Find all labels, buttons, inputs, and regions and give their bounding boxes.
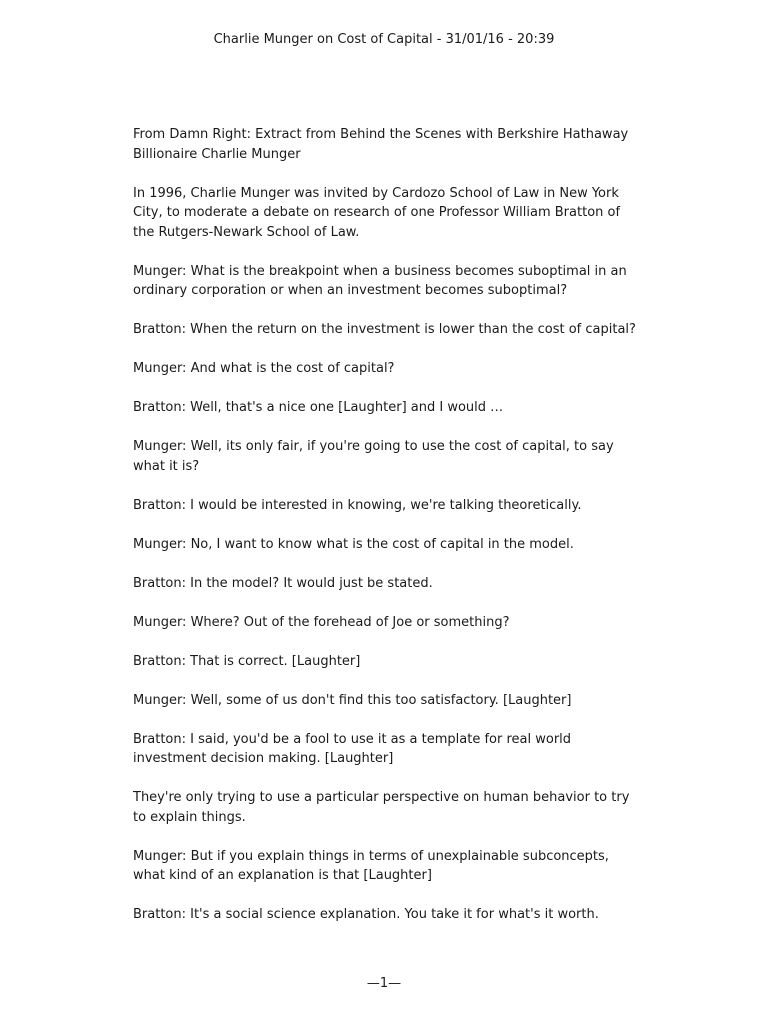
dialogue-line: Munger: But if you explain things in terms of unexplainable subconcepts, what kind of an explanation is that [Laughter] [133, 848, 609, 883]
dialogue-line: Munger: And what is the cost of capital? [133, 361, 395, 376]
dialogue-line: Bratton: When the return on the investment is lower than the cost of capital? [133, 322, 636, 337]
dialogue-line: Bratton: That is correct. [Laughter] [133, 653, 361, 669]
dialogue-line: Munger: Where? Out of the forehead of Joe or something? [133, 614, 510, 630]
dialogue-line: Bratton: In the model? It would just be stated. [133, 575, 433, 591]
dialogue-line: Munger: Well, its only fair, if you're going to use the cost of capital, to say what it is? [133, 439, 614, 474]
page-number: —1— [366, 976, 402, 991]
dialogue-line: They're only trying to use a particular perspective on human behavior to try to explain things. [133, 790, 630, 825]
document-body [133, 125, 643, 944]
dialogue-line: Bratton: I would be interested in knowing, we're talking theoretically. [133, 497, 582, 513]
page-title: Charlie Munger on Cost of Capital - 31/01/16 - 20:39 [213, 32, 555, 47]
paragraph-intro-title: From Damn Right: Extract from Behind the Scenes with Berkshire Hathaway Billionaire Charlie Munger [133, 127, 629, 162]
dialogue-line: Bratton: It's a social science explanation. You take it for what's it worth. [133, 907, 599, 922]
dialogue-line: Munger: No, I want to know what is the cost of capital in the model. [133, 536, 574, 552]
dialogue-line: Munger: Well, some of us don't find this too satisfactory. [Laughter] [133, 692, 572, 708]
dialogue-line: Bratton: Well, that's a nice one [Laughter] and I would … [133, 400, 504, 415]
paragraph-context: In 1996, Charlie Munger was invited by Cardozo School of Law in New York City, to moderate a debate on research of one Professor William Bratton of the Rutgers-Newark School of Law. [133, 185, 621, 240]
dialogue-line: Bratton: I said, you'd be a fool to use it as a template for real world investment decision making. [Laughter] [133, 731, 572, 766]
dialogue-line: Munger: What is the breakpoint when a business becomes suboptimal in an ordinary corporation or when an investment becomes suboptimal? [133, 263, 627, 298]
